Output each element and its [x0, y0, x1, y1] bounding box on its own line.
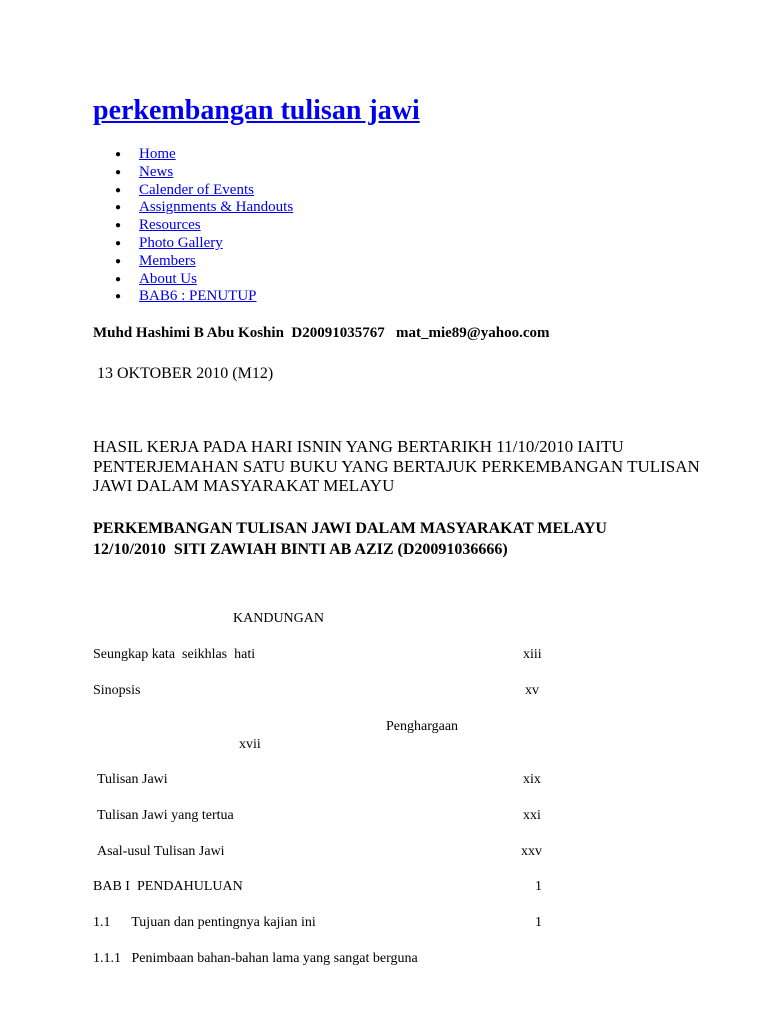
nav-link-news[interactable]: News: [139, 163, 174, 180]
toc-heading: KANDUNGAN: [233, 611, 324, 626]
bullet-icon: ●: [115, 273, 122, 285]
page-title-link[interactable]: perkembangan tulisan jawi: [93, 95, 420, 126]
toc-entry-label: Penghargaan: [386, 719, 459, 734]
book-title-line: PERKEMBANGAN TULISAN JAWI DALAM MASYARAKAT MELAYU: [93, 520, 607, 537]
nav-link-about-us[interactable]: About Us: [139, 270, 197, 287]
toc-entry-page: xxi: [523, 808, 541, 823]
bullet-icon: ●: [115, 202, 122, 214]
toc-entry-page: 1: [535, 879, 542, 894]
toc-entry-page: xix: [523, 772, 541, 787]
toc-entry-label: 1.1 Tujuan dan pentingnya kajian ini: [93, 915, 316, 930]
date-line: 13 OKTOBER 2010 (M12): [97, 365, 274, 382]
toc-entry-label: Sinopsis: [93, 683, 141, 698]
author-line: Muhd Hashimi B Abu Koshin D20091035767 mat_mie89@yahoo.com: [93, 325, 550, 341]
toc-entry-page: xxv: [521, 844, 542, 859]
book-heading: [93, 518, 733, 560]
bullet-icon: ●: [115, 255, 122, 267]
toc-entry-label: Tulisan Jawi: [97, 772, 168, 787]
nav-link-home[interactable]: Home: [139, 146, 176, 162]
toc-entry-label: Tulisan Jawi yang tertua: [97, 808, 234, 823]
nav-link-assignments[interactable]: Assignments & Handouts: [139, 199, 294, 216]
toc-entry-page: xv: [525, 683, 539, 698]
book-translator-line: 12/10/2010 SITI ZAWIAH BINTI AB AZIZ (D20091036666): [93, 541, 508, 558]
nav-link-calender[interactable]: Calender of Events: [139, 181, 254, 198]
nav-link-bab6[interactable]: BAB6 : PENUTUP: [139, 288, 257, 305]
nav-link-members[interactable]: Members: [139, 252, 196, 269]
bullet-icon: ●: [115, 166, 122, 178]
toc-entry-page: 1: [535, 915, 542, 930]
bullet-icon: ●: [115, 220, 122, 232]
nav-link-resources[interactable]: Resources: [139, 217, 201, 234]
bullet-icon: ●: [115, 237, 122, 249]
toc-entry-label: BAB I PENDAHULUAN: [93, 879, 243, 894]
toc-entry-label: 1.1.1 Penimbaan bahan-bahan lama yang sangat berguna: [93, 951, 418, 966]
toc-entry-page: xiii: [523, 647, 542, 662]
bullet-icon: ●: [115, 149, 122, 160]
toc-entry-page: xvii: [239, 737, 261, 752]
work-description-paragraph: HASIL KERJA PADA HARI ISNIN YANG BERTARIKH 11/10/2010 IAITU PENTERJEMAHAN SATU BUKU YANG BERTAJUK PERKEMBANGAN TULISAN JAWI DALAM MASYARAKAT MELAYU: [93, 437, 700, 495]
toc-entry-label: Seungkap kata seikhlas hati: [93, 647, 256, 662]
toc-entry-label: Asal-usul Tulisan Jawi: [97, 844, 225, 859]
bullet-icon: ●: [115, 291, 122, 303]
nav-link-photo-gallery[interactable]: Photo Gallery: [139, 234, 223, 251]
bullet-icon: ●: [115, 184, 122, 196]
